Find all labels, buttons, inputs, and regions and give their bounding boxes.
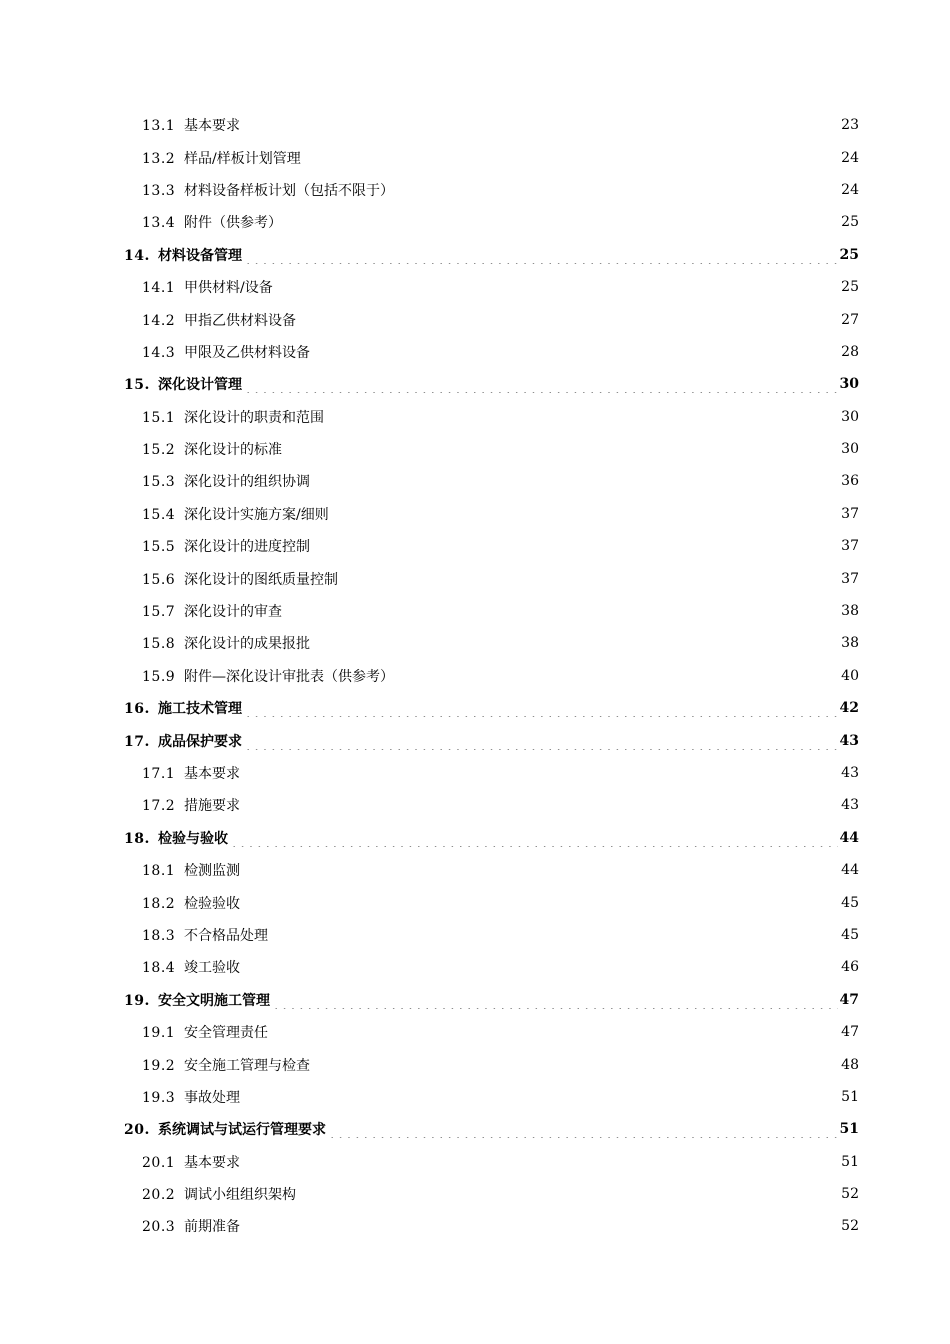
toc-entry-title: 深化设计的职责和范围 bbox=[184, 409, 324, 426]
toc-entry-label bbox=[142, 633, 310, 653]
toc-section-entry[interactable] bbox=[0, 465, 950, 497]
toc-entry-label bbox=[142, 180, 394, 200]
toc-chapter-entry[interactable] bbox=[0, 368, 950, 400]
toc-chapter-entry[interactable] bbox=[0, 239, 950, 271]
toc-entry-title: 施工技术管理 bbox=[158, 701, 242, 718]
toc-entry-number: 13.3 bbox=[142, 182, 176, 199]
toc-entry-title: 甲指乙供材料设备 bbox=[184, 312, 296, 329]
toc-entry-label bbox=[142, 342, 310, 362]
toc-dot-leader bbox=[312, 347, 839, 361]
toc-entry-title: 检验与验收 bbox=[158, 830, 228, 847]
toc-entry-title: 附件—深化设计审批表（供参考） bbox=[184, 668, 394, 685]
toc-entry-label bbox=[142, 439, 282, 459]
toc-dot-leader bbox=[244, 250, 838, 264]
toc-entry-number: 17. bbox=[124, 733, 150, 750]
toc-page-number: 38 bbox=[841, 635, 859, 652]
toc-page-number: 28 bbox=[841, 343, 859, 360]
toc-entry-number: 13.1 bbox=[142, 118, 176, 135]
toc-page-number: 23 bbox=[841, 117, 859, 134]
toc-dot-leader bbox=[312, 541, 839, 555]
toc-page-number: 24 bbox=[841, 149, 859, 166]
toc-page-number: 48 bbox=[841, 1056, 859, 1073]
toc-entry-label bbox=[124, 245, 242, 265]
toc-entry-label bbox=[142, 471, 310, 491]
toc-entry-label bbox=[142, 1055, 310, 1075]
toc-dot-leader bbox=[298, 315, 839, 329]
toc-dot-leader bbox=[284, 217, 839, 231]
toc-entry-title: 深化设计的标准 bbox=[184, 442, 282, 459]
toc-entry-label bbox=[142, 277, 273, 297]
toc-dot-leader bbox=[242, 768, 839, 782]
toc-dot-leader bbox=[244, 736, 838, 750]
toc-chapter-entry[interactable] bbox=[0, 1113, 950, 1145]
toc-dot-leader bbox=[242, 865, 839, 879]
toc-entry-title: 甲限及乙供材料设备 bbox=[184, 344, 310, 361]
toc-dot-leader bbox=[242, 120, 839, 134]
toc-entry-label bbox=[142, 407, 324, 427]
toc-entry-label bbox=[142, 212, 282, 232]
toc-dot-leader bbox=[340, 574, 839, 588]
toc-dot-leader bbox=[284, 606, 839, 620]
toc-page-number: 36 bbox=[841, 473, 859, 490]
toc-page-number: 46 bbox=[841, 959, 859, 976]
toc-section-entry[interactable] bbox=[0, 886, 950, 918]
toc-entry-number: 13.2 bbox=[142, 150, 176, 167]
toc-entry-title: 安全施工管理与检查 bbox=[184, 1057, 310, 1074]
toc-entry-title: 检测监测 bbox=[184, 863, 240, 880]
toc-dot-leader bbox=[272, 995, 838, 1009]
toc-entry-label bbox=[124, 374, 242, 394]
toc-page-number: 51 bbox=[841, 1153, 859, 1170]
toc-section-entry[interactable] bbox=[0, 595, 950, 627]
toc-entry-title: 前期准备 bbox=[184, 1219, 240, 1236]
toc-page-number: 37 bbox=[841, 505, 859, 522]
toc-section-entry[interactable] bbox=[0, 1178, 950, 1210]
toc-entry-label bbox=[142, 1216, 240, 1236]
toc-section-entry[interactable] bbox=[0, 562, 950, 594]
toc-page-number: 25 bbox=[839, 246, 859, 263]
toc-section-entry[interactable] bbox=[0, 919, 950, 951]
toc-entry-label bbox=[124, 1119, 326, 1139]
toc-entry-label bbox=[124, 828, 228, 848]
toc-page-number: 52 bbox=[841, 1218, 859, 1235]
toc-section-entry[interactable] bbox=[0, 401, 950, 433]
toc-page-number: 45 bbox=[841, 894, 859, 911]
toc-entry-title: 基本要求 bbox=[184, 766, 240, 782]
toc-dot-leader bbox=[312, 476, 839, 490]
toc-entry-number: 19. bbox=[124, 992, 150, 1009]
toc-entry-number: 18.1 bbox=[142, 863, 176, 880]
toc-entry-title: 深化设计的进度控制 bbox=[184, 539, 310, 556]
toc-section-entry[interactable] bbox=[0, 271, 950, 303]
toc-entry-number: 19.3 bbox=[142, 1089, 176, 1106]
toc-entry-number: 20. bbox=[124, 1122, 150, 1139]
toc-section-entry[interactable] bbox=[0, 789, 950, 821]
toc-chapter-entry[interactable] bbox=[0, 984, 950, 1016]
toc-page-number: 43 bbox=[841, 797, 859, 814]
toc-entry-title: 竣工验收 bbox=[184, 960, 240, 977]
toc-entry-title: 基本要求 bbox=[184, 118, 240, 135]
toc-entry-number: 14.1 bbox=[142, 280, 176, 297]
toc-section-entry[interactable] bbox=[0, 206, 950, 238]
toc-entry-number: 14. bbox=[124, 247, 150, 264]
toc-page-number: 25 bbox=[841, 279, 859, 296]
toc-entry-number: 20.2 bbox=[142, 1187, 176, 1204]
toc-entry-label bbox=[124, 990, 270, 1010]
toc-entry-label bbox=[142, 1184, 296, 1204]
toc-chapter-entry[interactable] bbox=[0, 822, 950, 854]
toc-entry-title: 系统调试与试运行管理要求 bbox=[158, 1122, 326, 1139]
toc-section-entry[interactable] bbox=[0, 1081, 950, 1113]
toc-entry-number: 15.2 bbox=[142, 442, 176, 459]
toc-dot-leader bbox=[270, 1027, 839, 1041]
toc-page-number: 27 bbox=[841, 311, 859, 328]
toc-section-entry[interactable] bbox=[0, 951, 950, 983]
toc-entry-title: 深化设计实施方案/细则 bbox=[184, 506, 329, 523]
toc-entry-label bbox=[124, 698, 242, 718]
toc-entry-number: 15.8 bbox=[142, 636, 176, 653]
toc-entry-title: 样品/样板计划管理 bbox=[184, 150, 301, 167]
toc-chapter-entry[interactable] bbox=[0, 692, 950, 724]
toc-entry-label bbox=[142, 893, 240, 913]
toc-dot-leader bbox=[396, 671, 839, 685]
toc-dot-leader bbox=[230, 833, 838, 847]
toc-dot-leader bbox=[242, 800, 839, 814]
toc-entry-number: 17.2 bbox=[142, 798, 176, 815]
toc-entry-title: 调试小组组织架构 bbox=[184, 1187, 296, 1204]
toc-entry-number: 17.1 bbox=[142, 766, 176, 782]
toc-entry-number: 16. bbox=[124, 701, 150, 718]
toc-entry-label bbox=[142, 601, 282, 621]
toc-entry-number: 19.1 bbox=[142, 1025, 176, 1042]
toc-section-entry[interactable] bbox=[0, 498, 950, 530]
toc-page-number: 47 bbox=[841, 1024, 859, 1041]
toc-entry-label bbox=[124, 731, 242, 751]
toc-section-entry[interactable] bbox=[0, 854, 950, 886]
toc-entry-label bbox=[142, 536, 310, 556]
toc-dot-leader bbox=[326, 412, 839, 426]
toc-dot-leader bbox=[244, 379, 838, 393]
toc-section-entry[interactable] bbox=[0, 433, 950, 465]
toc-page-number: 51 bbox=[839, 1121, 859, 1138]
toc-section-entry[interactable] bbox=[0, 141, 950, 173]
toc-page-number: 24 bbox=[841, 181, 859, 198]
toc-entry-number: 19.2 bbox=[142, 1057, 176, 1074]
toc-section-entry[interactable] bbox=[0, 303, 950, 335]
toc-entry-number: 14.2 bbox=[142, 312, 176, 329]
toc-entry-label bbox=[142, 795, 240, 815]
toc-entry-number: 18. bbox=[124, 830, 150, 847]
toc-page-number: 37 bbox=[841, 538, 859, 555]
toc-entry-label bbox=[142, 1087, 240, 1107]
toc-dot-leader bbox=[275, 282, 839, 296]
toc-page-number: 30 bbox=[841, 441, 859, 458]
toc-entry-title: 安全管理责任 bbox=[184, 1025, 268, 1042]
toc-entry-title: 深化设计的图纸质量控制 bbox=[184, 571, 338, 588]
toc-entry-title: 材料设备管理 bbox=[158, 247, 242, 264]
toc-entry-title: 深化设计的审查 bbox=[184, 604, 282, 621]
toc-entry-title: 成品保护要求 bbox=[158, 733, 242, 750]
toc-page-number: 43 bbox=[841, 765, 859, 781]
toc-entry-number: 15. bbox=[124, 377, 150, 394]
toc-entry-title: 基本要求 bbox=[184, 1154, 240, 1171]
toc-dot-leader bbox=[242, 1157, 839, 1171]
toc-entry-title: 检验验收 bbox=[184, 895, 240, 912]
toc-entry-label bbox=[142, 310, 296, 330]
toc-entry-title: 材料设备样板计划（包括不限于） bbox=[184, 182, 394, 199]
toc-section-entry[interactable] bbox=[0, 1210, 950, 1242]
toc-entry-number: 20.1 bbox=[142, 1154, 176, 1171]
toc-entry-label bbox=[142, 569, 338, 589]
toc-page-number: 52 bbox=[841, 1186, 859, 1203]
toc-page-number: 43 bbox=[839, 732, 859, 749]
toc-entry-title: 深化设计的成果报批 bbox=[184, 636, 310, 653]
toc-entry-label bbox=[142, 115, 240, 135]
toc-page-number: 30 bbox=[841, 408, 859, 425]
toc-entry-number: 18.2 bbox=[142, 895, 176, 912]
toc-dot-leader bbox=[284, 444, 839, 458]
toc-entry-label bbox=[142, 860, 240, 880]
toc-dot-leader bbox=[270, 930, 839, 944]
toc-entry-number: 15.9 bbox=[142, 668, 176, 685]
toc-section-entry[interactable] bbox=[0, 530, 950, 562]
toc-dot-leader bbox=[242, 962, 839, 976]
toc-entry-label bbox=[142, 504, 329, 524]
toc-entry-title: 事故处理 bbox=[184, 1089, 240, 1106]
toc-page-number: 45 bbox=[841, 926, 859, 943]
toc-dot-leader bbox=[298, 1189, 839, 1203]
toc-entry-number: 15.6 bbox=[142, 571, 176, 588]
toc-section-entry[interactable] bbox=[0, 1146, 950, 1178]
toc-entry-label bbox=[142, 957, 240, 977]
toc-dot-leader bbox=[312, 638, 839, 652]
toc-page-number: 47 bbox=[839, 991, 859, 1008]
toc-entry-label bbox=[142, 763, 240, 783]
toc-section-entry[interactable] bbox=[0, 174, 950, 206]
toc-section-entry[interactable] bbox=[0, 1016, 950, 1048]
toc-entry-label bbox=[142, 925, 268, 945]
toc-dot-leader bbox=[396, 185, 839, 199]
toc-entry-number: 15.5 bbox=[142, 539, 176, 556]
toc-section-entry[interactable] bbox=[0, 109, 950, 141]
toc-section-entry[interactable] bbox=[0, 757, 950, 789]
toc-entry-label bbox=[142, 666, 394, 686]
toc-entry-title: 措施要求 bbox=[184, 798, 240, 815]
toc-page-number: 44 bbox=[841, 862, 859, 879]
toc-entry-title: 深化设计管理 bbox=[158, 377, 242, 394]
toc-entry-title: 安全文明施工管理 bbox=[158, 992, 270, 1009]
toc-dot-leader bbox=[242, 1092, 839, 1106]
toc-dot-leader bbox=[312, 1060, 839, 1074]
toc-page-number: 38 bbox=[841, 603, 859, 620]
toc-dot-leader bbox=[303, 153, 839, 167]
toc-entry-number: 20.3 bbox=[142, 1219, 176, 1236]
toc-page-number: 25 bbox=[841, 214, 859, 231]
toc-entry-number: 15.1 bbox=[142, 409, 176, 426]
toc-section-entry[interactable] bbox=[0, 627, 950, 659]
toc-entry-number: 15.7 bbox=[142, 604, 176, 621]
toc-page-number: 44 bbox=[839, 829, 859, 846]
toc-page-number: 42 bbox=[839, 700, 859, 717]
toc-page-number: 30 bbox=[839, 376, 859, 393]
toc-entry-label bbox=[142, 1152, 240, 1172]
toc-entry-label bbox=[142, 1022, 268, 1042]
toc-page-number: 51 bbox=[841, 1088, 859, 1105]
toc-entry-number: 15.4 bbox=[142, 506, 176, 523]
toc-entry-number: 18.3 bbox=[142, 927, 176, 944]
table-of-contents bbox=[0, 109, 950, 1243]
toc-entry-label bbox=[142, 148, 301, 168]
toc-entry-number: 13.4 bbox=[142, 215, 176, 232]
toc-section-entry[interactable] bbox=[0, 660, 950, 692]
toc-section-entry[interactable] bbox=[0, 336, 950, 368]
toc-dot-leader bbox=[328, 1124, 838, 1138]
toc-dot-leader bbox=[242, 1221, 839, 1235]
toc-section-entry[interactable] bbox=[0, 1048, 950, 1080]
toc-page-number: 40 bbox=[841, 667, 859, 684]
toc-entry-title: 甲供材料/设备 bbox=[184, 280, 273, 297]
toc-entry-number: 15.3 bbox=[142, 474, 176, 491]
toc-dot-leader bbox=[242, 898, 839, 912]
toc-entry-title: 附件（供参考） bbox=[184, 215, 282, 232]
toc-page-number: 37 bbox=[841, 570, 859, 587]
toc-dot-leader bbox=[244, 703, 838, 717]
toc-entry-number: 14.3 bbox=[142, 344, 176, 361]
toc-entry-number: 18.4 bbox=[142, 960, 176, 977]
toc-entry-title: 深化设计的组织协调 bbox=[184, 474, 310, 491]
toc-entry-title: 不合格品处理 bbox=[184, 927, 268, 944]
toc-chapter-entry[interactable] bbox=[0, 724, 950, 756]
toc-dot-leader bbox=[331, 509, 839, 523]
